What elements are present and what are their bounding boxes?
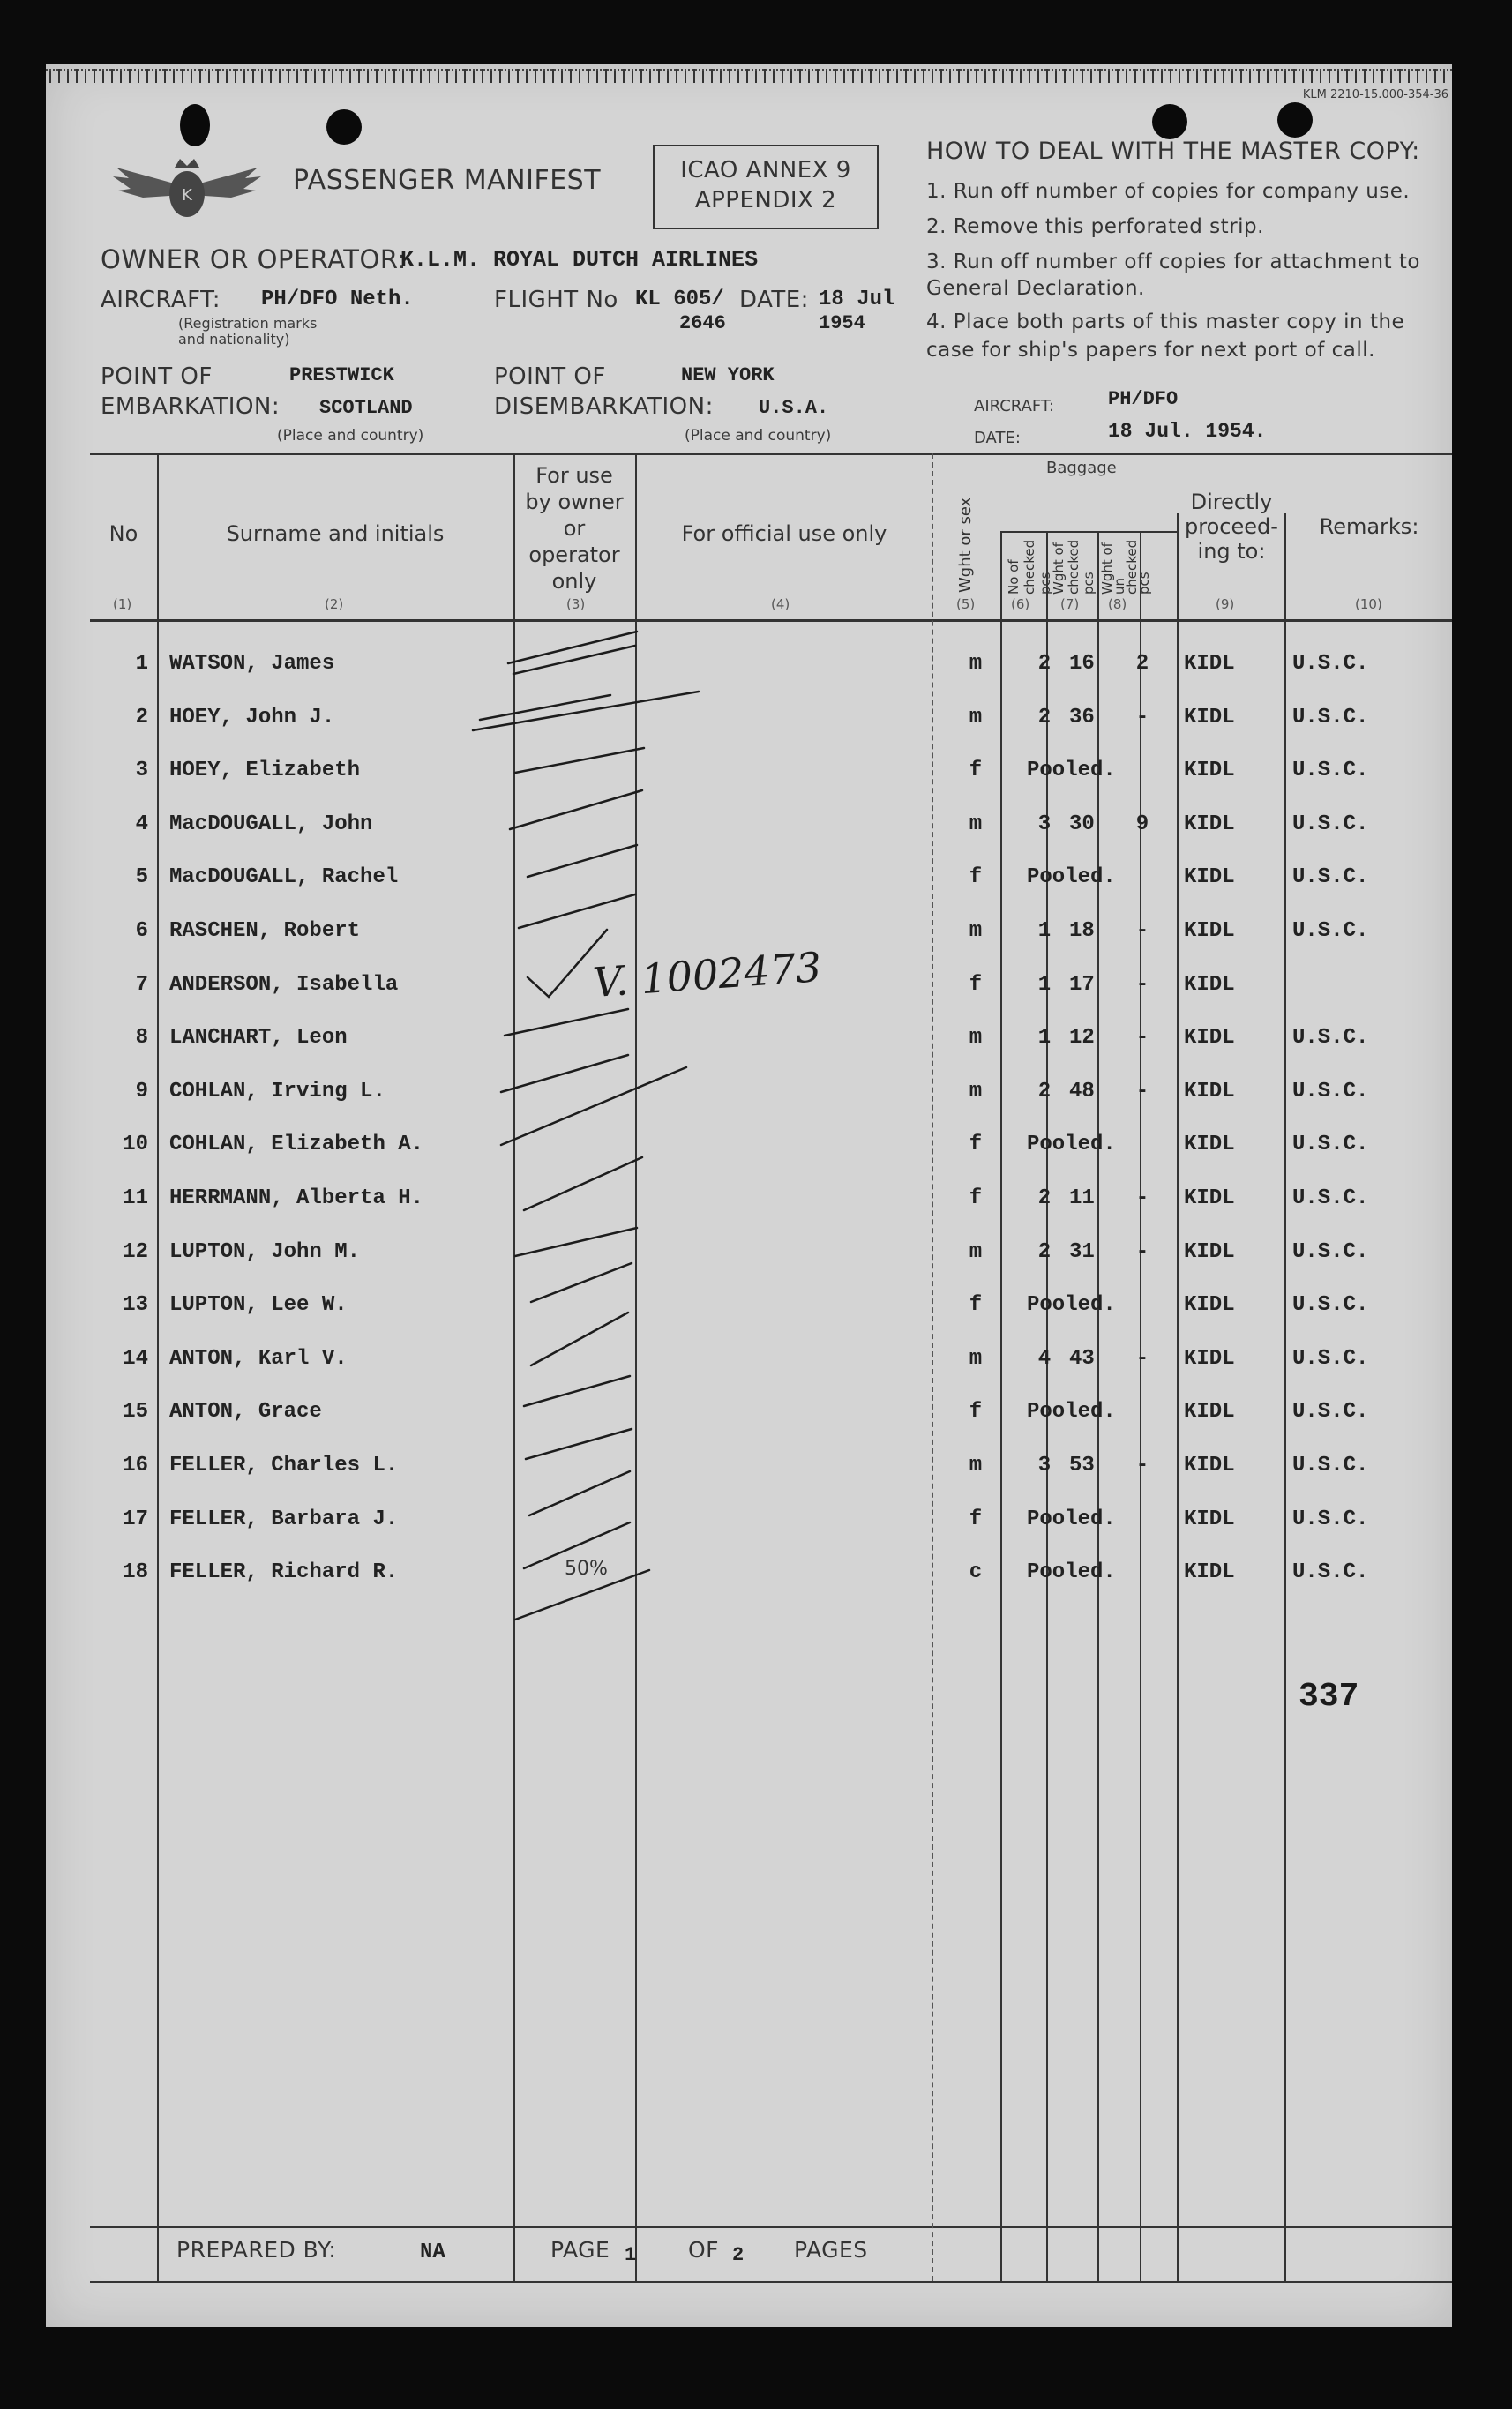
row-number: 1 — [135, 652, 148, 676]
instructions-title: HOW TO DEAL WITH THE MASTER COPY: — [926, 138, 1420, 165]
checked-weight: 11 — [1069, 1186, 1095, 1210]
passenger-sex: m — [969, 919, 983, 943]
owner-value: K.L.M. ROYAL DUTCH AIRLINES — [400, 247, 759, 273]
passenger-name: MacDOUGALL, Rachel — [169, 865, 399, 890]
punch-hole — [180, 104, 210, 146]
perforated-strip — [46, 69, 1452, 83]
passenger-name: ANTON, Karl V. — [169, 1346, 348, 1371]
date-value: 18 Jul — [819, 288, 895, 311]
row-number: 7 — [135, 972, 148, 997]
table-bottom-rule-right — [919, 2226, 1452, 2228]
passenger-name: COHLAN, Elizabeth A. — [169, 1133, 424, 1157]
remarks: U.S.C. — [1292, 1239, 1369, 1264]
remarks: U.S.C. — [1292, 865, 1369, 890]
destination: KIDL — [1184, 865, 1235, 890]
form-title: PASSENGER MANIFEST — [293, 165, 602, 196]
passenger-sex: f — [969, 1293, 983, 1318]
passenger-name: LUPTON, John M. — [169, 1239, 361, 1264]
owner-use-line: or — [563, 516, 586, 541]
passenger-name: MacDOUGALL, John — [169, 812, 373, 836]
checked-pieces: 1 — [1037, 919, 1052, 943]
passenger-sex: m — [969, 1454, 983, 1478]
checked-pieces: 2 — [1037, 705, 1052, 729]
passenger-name: HOEY, John J. — [169, 705, 335, 729]
table-row — [46, 810, 1452, 864]
destination: KIDL — [1184, 652, 1235, 676]
checked-pieces: 1 — [1037, 972, 1052, 997]
header-bottom-rule — [90, 619, 944, 622]
unchecked-weight: 2 — [1135, 652, 1149, 676]
passenger-name: FELLER, Barbara J. — [169, 1507, 399, 1531]
remarks: U.S.C. — [1292, 1507, 1369, 1531]
destination: KIDL — [1184, 1239, 1235, 1264]
checked-pieces: 2 — [1037, 1239, 1052, 1264]
handwritten-visa-number: V. 1002473 — [591, 943, 823, 1006]
flight-value-2: 2646 — [679, 312, 726, 334]
remarks: U.S.C. — [1292, 1293, 1369, 1318]
unchecked-weight: - — [1135, 1454, 1149, 1478]
col-num: (7) — [1060, 596, 1080, 612]
destination: KIDL — [1184, 1400, 1235, 1425]
row-number: 15 — [123, 1400, 148, 1425]
row-number: 6 — [135, 919, 148, 943]
baggage-pooled: Pooled. — [1027, 1293, 1116, 1318]
passenger-name: HOEY, Elizabeth — [169, 759, 361, 783]
passenger-name: ANTON, Grace — [169, 1400, 322, 1425]
baggage-pooled: Pooled. — [1027, 759, 1116, 783]
punch-hole — [326, 109, 362, 145]
destination: KIDL — [1184, 1560, 1235, 1585]
stamp-number: 337 — [1299, 1678, 1359, 1716]
destination: KIDL — [1184, 1133, 1235, 1157]
date-label: DATE: — [739, 287, 809, 313]
embark-label-2: EMBARKATION: — [101, 393, 281, 420]
embark-label-1: POINT OF — [101, 363, 213, 390]
prepared-by-value: NA — [420, 2241, 445, 2264]
row-number: 9 — [135, 1079, 148, 1104]
unchecked-weight: - — [1135, 1346, 1149, 1371]
aircraft-value: PH/DFO Neth. — [261, 288, 414, 311]
directly-line: ing to: — [1197, 539, 1266, 564]
passenger-name: LANCHART, Leon — [169, 1026, 348, 1051]
col-num: (10) — [1355, 596, 1382, 612]
checked-pieces: 1 — [1037, 1026, 1052, 1051]
passenger-name: LUPTON, Lee W. — [169, 1293, 348, 1318]
checked-weight: 36 — [1069, 705, 1095, 729]
row-number: 16 — [123, 1454, 148, 1478]
page-label: PAGE — [550, 2237, 610, 2263]
table-row — [46, 1023, 1452, 1077]
passenger-sex: f — [969, 1400, 983, 1425]
handwritten-fifty-percent: 50% — [565, 1558, 608, 1580]
prepared-by-label: PREPARED BY: — [176, 2237, 337, 2263]
instruction-item: 3. Run off number off copies for attachment to — [926, 251, 1420, 273]
passenger-name: ANDERSON, Isabella — [169, 972, 399, 997]
disembark-value-1: NEW YORK — [681, 364, 775, 386]
row-number: 4 — [135, 812, 148, 836]
passenger-name: FELLER, Richard R. — [169, 1560, 399, 1585]
row-number: 11 — [123, 1186, 148, 1210]
checked-pieces: 2 — [1037, 652, 1052, 676]
passenger-sex: m — [969, 652, 983, 676]
table-row — [46, 1451, 1452, 1505]
passenger-sex: f — [969, 1507, 983, 1531]
destination: KIDL — [1184, 1454, 1235, 1478]
destination: KIDL — [1184, 705, 1235, 729]
manifest-sheet — [46, 64, 1452, 2327]
checked-weight: 53 — [1069, 1454, 1095, 1478]
unchecked-weight: - — [1135, 1186, 1149, 1210]
instruction-item: General Declaration. — [926, 277, 1145, 300]
instruction-item: 1. Run off number of copies for company use. — [926, 180, 1411, 203]
col-num: (2) — [325, 596, 344, 612]
remarks: U.S.C. — [1292, 1560, 1369, 1585]
disembark-label-2: DISEMBARKATION: — [494, 393, 714, 420]
form-code: KLM 2210-15.000-354-36 — [1302, 88, 1448, 101]
table-row — [46, 863, 1452, 916]
row-number: 14 — [123, 1346, 148, 1371]
embark-value-1: PRESTWICK — [289, 364, 394, 386]
destination: KIDL — [1184, 1293, 1235, 1318]
checked-weight: 16 — [1069, 652, 1095, 676]
checked-pieces: 2 — [1037, 1186, 1052, 1210]
col-header-wght-checked: Wght of checked pcs — [1051, 539, 1097, 595]
remarks: U.S.C. — [1292, 705, 1369, 729]
passenger-name: FELLER, Charles L. — [169, 1454, 399, 1478]
remarks: U.S.C. — [1292, 1026, 1369, 1051]
remarks: U.S.C. — [1292, 1400, 1369, 1425]
svg-text:K: K — [182, 186, 192, 205]
destination: KIDL — [1184, 919, 1235, 943]
table-row — [46, 1077, 1452, 1131]
footer-rule — [90, 2281, 944, 2283]
passenger-name: HERRMANN, Alberta H. — [169, 1186, 424, 1210]
row-number: 17 — [123, 1507, 148, 1531]
directly-line: Directly — [1190, 490, 1273, 514]
passenger-sex: f — [969, 1186, 983, 1210]
destination: KIDL — [1184, 1346, 1235, 1371]
col-num: (5) — [956, 596, 976, 612]
checked-weight: 17 — [1069, 972, 1095, 997]
destination: KIDL — [1184, 1026, 1235, 1051]
embark-place-note: (Place and country) — [277, 427, 424, 445]
col-header-official: For official use only — [681, 521, 887, 546]
aircraft-note: (Registration marks and nationality) — [178, 315, 318, 348]
col-header-remarks: Remarks: — [1319, 514, 1419, 539]
baggage-pooled: Pooled. — [1027, 1133, 1116, 1157]
destination: KIDL — [1184, 1079, 1235, 1104]
table-row — [46, 703, 1452, 757]
table-row — [46, 1505, 1452, 1559]
instruction-item: case for ship's papers for next port of call. — [926, 339, 1375, 362]
passenger-name: RASCHEN, Robert — [169, 919, 361, 943]
remarks: U.S.C. — [1292, 812, 1369, 836]
right-aircraft-value: PH/DFO — [1108, 388, 1179, 410]
passenger-sex: m — [969, 1026, 983, 1051]
table-row — [46, 1130, 1452, 1184]
disembark-label-1: POINT OF — [494, 363, 606, 390]
col-num: (4) — [771, 596, 790, 612]
remarks: U.S.C. — [1292, 1454, 1369, 1478]
passenger-sex: f — [969, 1133, 983, 1157]
col-num: (3) — [566, 596, 586, 612]
of-value: 2 — [732, 2244, 745, 2266]
destination: KIDL — [1184, 972, 1235, 997]
unchecked-weight: - — [1135, 1239, 1149, 1264]
baggage-pooled: Pooled. — [1027, 1560, 1116, 1585]
flight-value: KL 605/ — [635, 288, 724, 311]
checked-pieces: 3 — [1037, 1454, 1052, 1478]
table-bottom-rule — [90, 2226, 944, 2228]
owner-label: OWNER OR OPERATOR: — [101, 244, 407, 274]
passenger-sex: f — [969, 759, 983, 783]
remarks: U.S.C. — [1292, 1133, 1369, 1157]
passenger-sex: c — [969, 1560, 983, 1585]
unchecked-weight: - — [1135, 705, 1149, 729]
passenger-sex: m — [969, 1239, 983, 1264]
table-row — [46, 1558, 1452, 1612]
passenger-sex: m — [969, 705, 983, 729]
destination: KIDL — [1184, 1186, 1235, 1210]
destination: KIDL — [1184, 759, 1235, 783]
remarks: U.S.C. — [1292, 652, 1369, 676]
table-row — [46, 1344, 1452, 1398]
disembark-place-note: (Place and country) — [685, 427, 832, 445]
of-label: OF — [688, 2237, 720, 2263]
disembark-value-2: U.S.A. — [759, 397, 829, 419]
unchecked-weight: 9 — [1135, 812, 1149, 836]
klm-winged-logo-icon — [108, 152, 266, 222]
checked-weight: 30 — [1069, 812, 1095, 836]
footer-rule-right — [919, 2281, 1452, 2283]
col-num: (9) — [1216, 596, 1235, 612]
destination: KIDL — [1184, 812, 1235, 836]
unchecked-weight: - — [1135, 1026, 1149, 1051]
owner-use-line: only — [551, 569, 597, 594]
right-aircraft-label: AIRCRAFT: — [974, 397, 1055, 415]
directly-line: proceed- — [1185, 514, 1278, 539]
passenger-sex: m — [969, 1346, 983, 1371]
col-header-wght-sex: Wght or sex — [956, 497, 975, 593]
table-top-rule-right — [919, 453, 1452, 455]
col-header-no: No — [109, 521, 138, 546]
row-number: 8 — [135, 1026, 148, 1051]
unchecked-weight: - — [1135, 1079, 1149, 1104]
remarks: U.S.C. — [1292, 759, 1369, 783]
col-header-checked-pcs: No of checked pcs — [1006, 539, 1053, 595]
right-date-value: 18 Jul. 1954. — [1108, 420, 1267, 443]
passenger-sex: m — [969, 1079, 983, 1104]
punch-hole — [1277, 102, 1313, 138]
instruction-item: 4. Place both parts of this master copy in the — [926, 310, 1405, 333]
embark-value-2: SCOTLAND — [319, 397, 413, 419]
remarks: U.S.C. — [1292, 1346, 1369, 1371]
header-bottom-rule-right — [919, 619, 1452, 622]
date-value-2: 1954 — [819, 312, 865, 334]
owner-use-line: For use — [535, 463, 613, 488]
col-num: (8) — [1108, 596, 1127, 612]
table-row — [46, 1238, 1452, 1291]
row-number: 10 — [123, 1133, 148, 1157]
passenger-sex: f — [969, 865, 983, 890]
baggage-pooled: Pooled. — [1027, 1507, 1116, 1531]
remarks: U.S.C. — [1292, 1186, 1369, 1210]
flight-label: FLIGHT No — [494, 287, 618, 313]
passenger-name: COHLAN, Irving L. — [169, 1079, 385, 1104]
passenger-name: WATSON, James — [169, 652, 335, 676]
baggage-pooled: Pooled. — [1027, 865, 1116, 890]
row-number: 12 — [123, 1239, 148, 1264]
instruction-item: 2. Remove this perforated strip. — [926, 215, 1264, 238]
col-header-baggage: Baggage — [1046, 459, 1117, 477]
owner-use-line: operator — [528, 542, 620, 567]
checked-pieces: 2 — [1037, 1079, 1052, 1104]
punch-hole — [1152, 104, 1187, 139]
row-number: 18 — [123, 1560, 148, 1585]
checked-weight: 31 — [1069, 1239, 1095, 1264]
unchecked-weight: - — [1135, 972, 1149, 997]
annex-line1: ICAO ANNEX 9 — [680, 157, 851, 183]
checked-weight: 48 — [1069, 1079, 1095, 1104]
baggage-pooled: Pooled. — [1027, 1400, 1116, 1425]
checked-weight: 43 — [1069, 1346, 1095, 1371]
checked-pieces: 3 — [1037, 812, 1052, 836]
passenger-sex: f — [969, 972, 983, 997]
checked-weight: 18 — [1069, 919, 1095, 943]
row-number: 3 — [135, 759, 148, 783]
aircraft-label: AIRCRAFT: — [101, 287, 221, 313]
col-header-name: Surname and initials — [226, 521, 445, 546]
table-row — [46, 1291, 1452, 1344]
table-row — [46, 756, 1452, 810]
row-number: 2 — [135, 705, 148, 729]
table-row — [46, 649, 1452, 703]
unchecked-weight: - — [1135, 919, 1149, 943]
remarks: U.S.C. — [1292, 919, 1369, 943]
col-num: (1) — [113, 596, 132, 612]
pages-label: PAGES — [794, 2237, 868, 2263]
right-date-label: DATE: — [974, 429, 1021, 447]
page-value: 1 — [625, 2244, 637, 2266]
passenger-sex: m — [969, 812, 983, 836]
icao-annex-box — [653, 145, 879, 229]
table-row — [46, 1397, 1452, 1451]
checked-weight: 12 — [1069, 1026, 1095, 1051]
handwritten-check-marks — [434, 628, 725, 1660]
table-row — [46, 1184, 1452, 1238]
col-num: (6) — [1011, 596, 1030, 612]
owner-use-line: by owner — [525, 490, 624, 514]
destination: KIDL — [1184, 1507, 1235, 1531]
row-number: 13 — [123, 1293, 148, 1318]
table-top-rule — [90, 453, 944, 455]
checked-pieces: 4 — [1037, 1346, 1052, 1371]
annex-line2: APPENDIX 2 — [694, 187, 837, 213]
col-header-wght-unchecked: Wght of un checked pcs — [1099, 539, 1152, 595]
remarks: U.S.C. — [1292, 1079, 1369, 1104]
row-number: 5 — [135, 865, 148, 890]
